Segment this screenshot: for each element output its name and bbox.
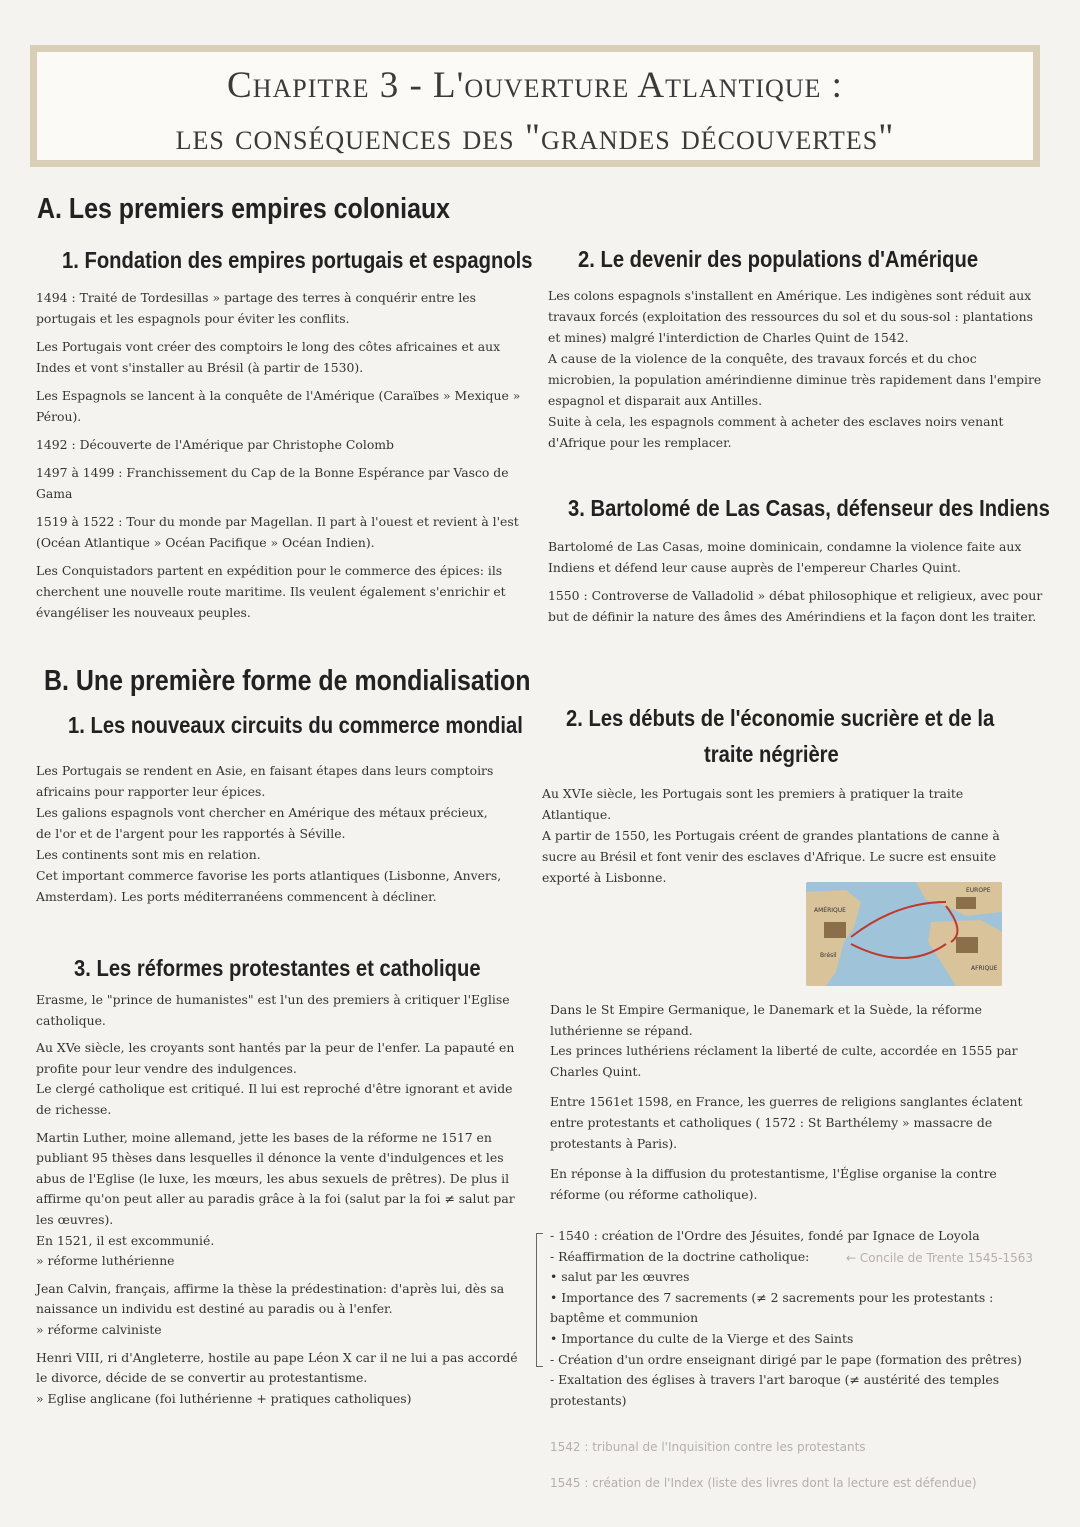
paragraph: Les princes luthériens réclament la liberté de culte, accordée en 1555 par Charles Quint. bbox=[550, 1043, 1018, 1079]
paragraph: A partir de 1550, les Portugais créent de grandes plantations de canne à sucre au Brésil et font venir des esclaves d'Afrique. Le sucre est ensuite exporté à Lisbonne. bbox=[542, 828, 1000, 885]
paragraph: A cause de la violence de la conquête, des travaux forcés et du choc microbien, la population amérindienne diminue très rapidement dans l'empire espagnol et disparait aux Antilles. bbox=[548, 351, 1042, 408]
handwritten-note-2: 1545 : création de l'Index (liste des livres dont la lecture est défendue) bbox=[550, 1476, 977, 1490]
paragraph: 1492 : Découverte de l'Amérique par Christophe Colomb bbox=[36, 437, 394, 452]
section-b2-heading-line1: 2. Les débuts de l'économie sucrière et de la bbox=[566, 705, 995, 731]
list-item: - 1540 : création de l'Ordre des Jésuites, fondé par Ignace de Loyola bbox=[550, 1228, 980, 1243]
section-b3-left-text bbox=[36, 990, 528, 1409]
section-b-heading: B. Une première forme de mondialisation bbox=[44, 665, 531, 697]
list-item: • Importance des 7 sacrements (≠ 2 sacrements pour les protestants : baptême et communion bbox=[550, 1289, 994, 1326]
paragraph: 1550 : Controverse de Valladolid » débat philosophique et religieux, avec pour but de définir la nature des âmes des Amérindiens et la façon dont les traiter. bbox=[548, 588, 1043, 624]
section-b1-heading: 1. Les nouveaux circuits du commerce mondial bbox=[68, 712, 523, 738]
section-b2-heading-line2: traite négrière bbox=[704, 741, 839, 767]
paragraph: Jean Calvin, français, affirme la thèse la prédestination: d'après lui, dès sa naissance un individu est destiné au paradis ou à l'enfer. bbox=[36, 1280, 505, 1317]
paragraph: 1497 à 1499 : Franchissement du Cap de la Bonne Espérance par Vasco de Gama bbox=[36, 465, 509, 501]
paragraph: Entre 1561et 1598, en France, les guerres de religions sanglantes éclatent entre protestants et catholiques ( 1572 : St Barthélemy » massacre de protestants à Paris). bbox=[550, 1094, 1023, 1151]
section-b3-right-text bbox=[550, 1000, 1030, 1205]
paragraph: Au XVe siècle, les croyants sont hantés par la peur de l'enfer. La papauté en profite pour leur vendre des indulgences. bbox=[36, 1040, 515, 1076]
paragraph: Les colons espagnols s'installent en Amérique. Les indigènes sont réduit aux travaux forcés (exploitation des ressources du sol et du sous-sol : plantations et mines) malgré l'interdiction de Charles Quint de 1542. bbox=[548, 288, 1033, 345]
list-item: • salut par les œuvres bbox=[550, 1269, 690, 1285]
list-item: - Réaffirmation de la doctrine catholique: bbox=[550, 1248, 810, 1264]
section-b2-text bbox=[542, 783, 1032, 888]
paragraph: Les Portugais se rendent en Asie, en faisant étapes dans leurs comptoirs africains pour rapporter leur épices. bbox=[36, 763, 494, 799]
chapter-title-line2: les conséquences des "grandes découvertes" bbox=[175, 117, 895, 158]
paragraph: Bartolomé de Las Casas, moine dominicain, condamne la violence faite aux Indiens et défend leur cause auprès de l'empereur Charles Quint. bbox=[548, 539, 1022, 575]
section-a3-text bbox=[548, 536, 1044, 634]
map-label-america: AMÉRIQUE bbox=[814, 907, 846, 914]
list-item: - Création d'un ordre enseignant dirigé par le pape (formation des prêtres) bbox=[550, 1351, 1022, 1367]
paragraph: Les Portugais vont créer des comptoirs le long des côtes africaines et aux Indes et vont s'installer au Brésil (à partir de 1530). bbox=[36, 339, 501, 375]
paragraph: Les Conquistadors partent en expédition pour le commerce des épices: ils cherchent une nouvelle route maritime. Ils veulent également s'enrichir et évangéliser les nouveaux peuples. bbox=[36, 563, 506, 620]
bracket-decoration bbox=[536, 1233, 543, 1367]
paragraph: Les galions espagnols vont chercher en Amérique des métaux précieux, de l'or et de l'argent pour les rapportés à Séville. bbox=[36, 805, 488, 841]
section-a1-text bbox=[36, 287, 526, 630]
section-a-heading: A. Les premiers empires coloniaux bbox=[37, 193, 451, 225]
map-illustration bbox=[806, 882, 1002, 986]
paragraph: Les continents sont mis en relation. bbox=[36, 847, 261, 862]
paragraph: Les Espagnols se lancent à la conquête de l'Amérique (Caraïbes » Mexique » Pérou). bbox=[36, 388, 521, 424]
section-b1-text bbox=[36, 760, 506, 907]
paragraph: » Eglise anglicane (foi luthérienne + pratiques catholiques) bbox=[36, 1390, 412, 1406]
paragraph: Suite à cela, les espagnols comment à acheter des esclaves noirs venant d'Afrique pour les remplacer. bbox=[548, 414, 1004, 450]
section-a3-heading: 3. Bartolomé de Las Casas, défenseur des Indiens bbox=[568, 495, 1050, 521]
paragraph: Le clergé catholique est critiqué. Il lui est reproché d'être ignorant et avide de richesse. bbox=[36, 1081, 513, 1117]
list-item: - Exaltation des églises à travers l'art baroque (≠ austérité des temples protestants) bbox=[550, 1372, 1000, 1408]
paragraph: Dans le St Empire Germanique, le Danemark et la Suède, la réforme luthérienne se répand. bbox=[550, 1002, 982, 1038]
paragraph: Erasme, le "prince de humanistes" est l'un des premiers à critiquer l'Eglise catholique. bbox=[36, 992, 510, 1028]
paragraph: » réforme luthérienne bbox=[36, 1253, 175, 1269]
map-label-africa: AFRIQUE bbox=[971, 965, 998, 972]
paragraph: 1519 à 1522 : Tour du monde par Magellan. Il part à l'ouest et revient à l'est (Océan Atlantique » Océan Pacifique » Océan Indien). bbox=[36, 514, 519, 550]
paragraph: Martin Luther, moine allemand, jette les bases de la réforme ne 1517 en publiant 95 thèses dans lesquelles il dénonce la vente d'indulgences et les abus de l'Eglise (le luxe, les mœurs, les abus sexuels de prêtres). De plus il affirme qu'on peut aller au paradis grâce à la foi (salut par la foi ≠ salut par les œuvres). bbox=[36, 1129, 515, 1227]
section-a1-heading: 1. Fondation des empires portugais et espagnols bbox=[62, 247, 533, 273]
paragraph: Au XVIe siècle, les Portugais sont les premiers à pratiquer la traite Atlantique. bbox=[542, 786, 964, 822]
paragraph: En 1521, il est excommunié. bbox=[36, 1232, 215, 1248]
section-a2-text bbox=[548, 285, 1044, 453]
map-label-europe: EUROPE bbox=[966, 887, 991, 894]
triangular-trade-map bbox=[806, 882, 1002, 986]
chapter-title-box bbox=[30, 45, 1040, 167]
list-item: • Importance du culte de la Vierge et des Saints bbox=[550, 1330, 854, 1346]
paragraph: Cet important commerce favorise les ports atlantiques (Lisbonne, Anvers, Amsterdam). Les ports méditerranéens commencent à décliner. bbox=[36, 868, 502, 904]
chapter-title-line1: Chapitre 3 - L'ouverture Atlantique : bbox=[227, 65, 843, 106]
paragraph: En réponse à la diffusion du protestantisme, l'Église organise la contre réforme (ou réforme catholique). bbox=[550, 1166, 997, 1202]
handwritten-concile-note: ← Concile de Trente 1545-1563 bbox=[846, 1251, 1034, 1265]
paragraph: Henri VIII, ri d'Angleterre, hostile au pape Léon X car il ne lui a pas accordé le divorce, décide de se convertir au protestantisme. bbox=[36, 1349, 518, 1386]
paragraph: 1494 : Traité de Tordesillas » partage des terres à conquérir entre les portugais et les espagnols pour éviter les conflits. bbox=[36, 290, 476, 326]
map-label-brazil: Brésil bbox=[820, 952, 837, 959]
section-b3-heading: 3. Les réformes protestantes et catholique bbox=[74, 955, 481, 981]
section-a2-heading: 2. Le devenir des populations d'Amérique bbox=[578, 246, 979, 272]
paragraph: » réforme calviniste bbox=[36, 1321, 162, 1337]
handwritten-note-1: 1542 : tribunal de l'Inquisition contre les protestants bbox=[550, 1440, 866, 1454]
